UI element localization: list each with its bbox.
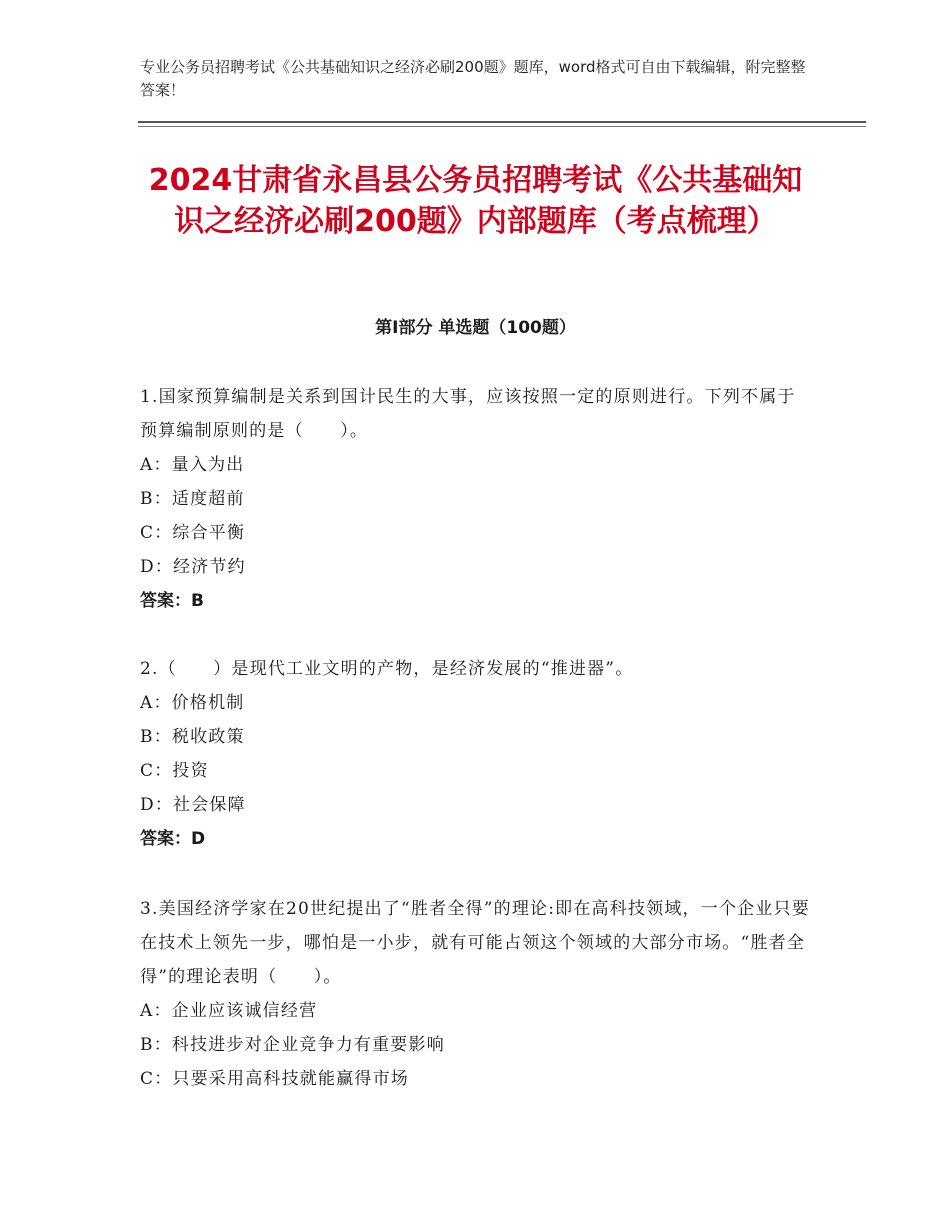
- question-3: [140, 892, 810, 1096]
- option-a: A：价格机制: [140, 693, 245, 713]
- option-c: C：只要采用高科技就能赢得市场: [140, 1069, 410, 1089]
- option-a: A：企业应该诚信经营: [140, 1001, 318, 1021]
- header-rule-thick: [138, 121, 866, 123]
- question-stem: 3.美国经济学家在20世纪提出了“胜者全得”的理论:即在高科技领域，一个企业只要在技术上领先一步，哪怕是一小步，就有可能占领这个领域的大部分市场。“胜者全得”的理论表明（ ）。: [140, 899, 810, 987]
- option-a: A：量入为出: [140, 455, 245, 475]
- option-d: D：经济节约: [140, 557, 246, 577]
- option-c: C：投资: [140, 761, 209, 781]
- question-stem: 1.国家预算编制是关系到国计民生的大事，应该按照一定的原则进行。下列不属于预算编制原则的是（ ）。: [140, 387, 796, 441]
- answer: 答案：D: [140, 829, 206, 849]
- question-2: [140, 652, 810, 856]
- question-1: [140, 380, 810, 618]
- answer: 答案：B: [140, 591, 204, 611]
- question-stem: 2.（ ）是现代工业文明的产物，是经济发展的“推进器”。: [140, 659, 634, 679]
- option-c: C：综合平衡: [140, 523, 246, 543]
- header-note: 专业公务员招聘考试《公共基础知识之经济必刷200题》题库，word格式可自由下载编辑，附完整整答案！: [140, 58, 806, 99]
- option-d: D：社会保障: [140, 795, 246, 815]
- document-title: 2024甘肃省永昌县公务员招聘考试《公共基础知识之经济必刷200题》内部题库（考点梳理）: [148, 163, 803, 239]
- header-rule-thin: [138, 126, 866, 127]
- option-b: B：适度超前: [140, 489, 245, 509]
- section-title: 第Ⅰ部分 单选题（100题）: [375, 318, 576, 338]
- option-b: B：税收政策: [140, 727, 245, 747]
- option-b: B：科技进步对企业竞争力有重要影响: [140, 1035, 445, 1055]
